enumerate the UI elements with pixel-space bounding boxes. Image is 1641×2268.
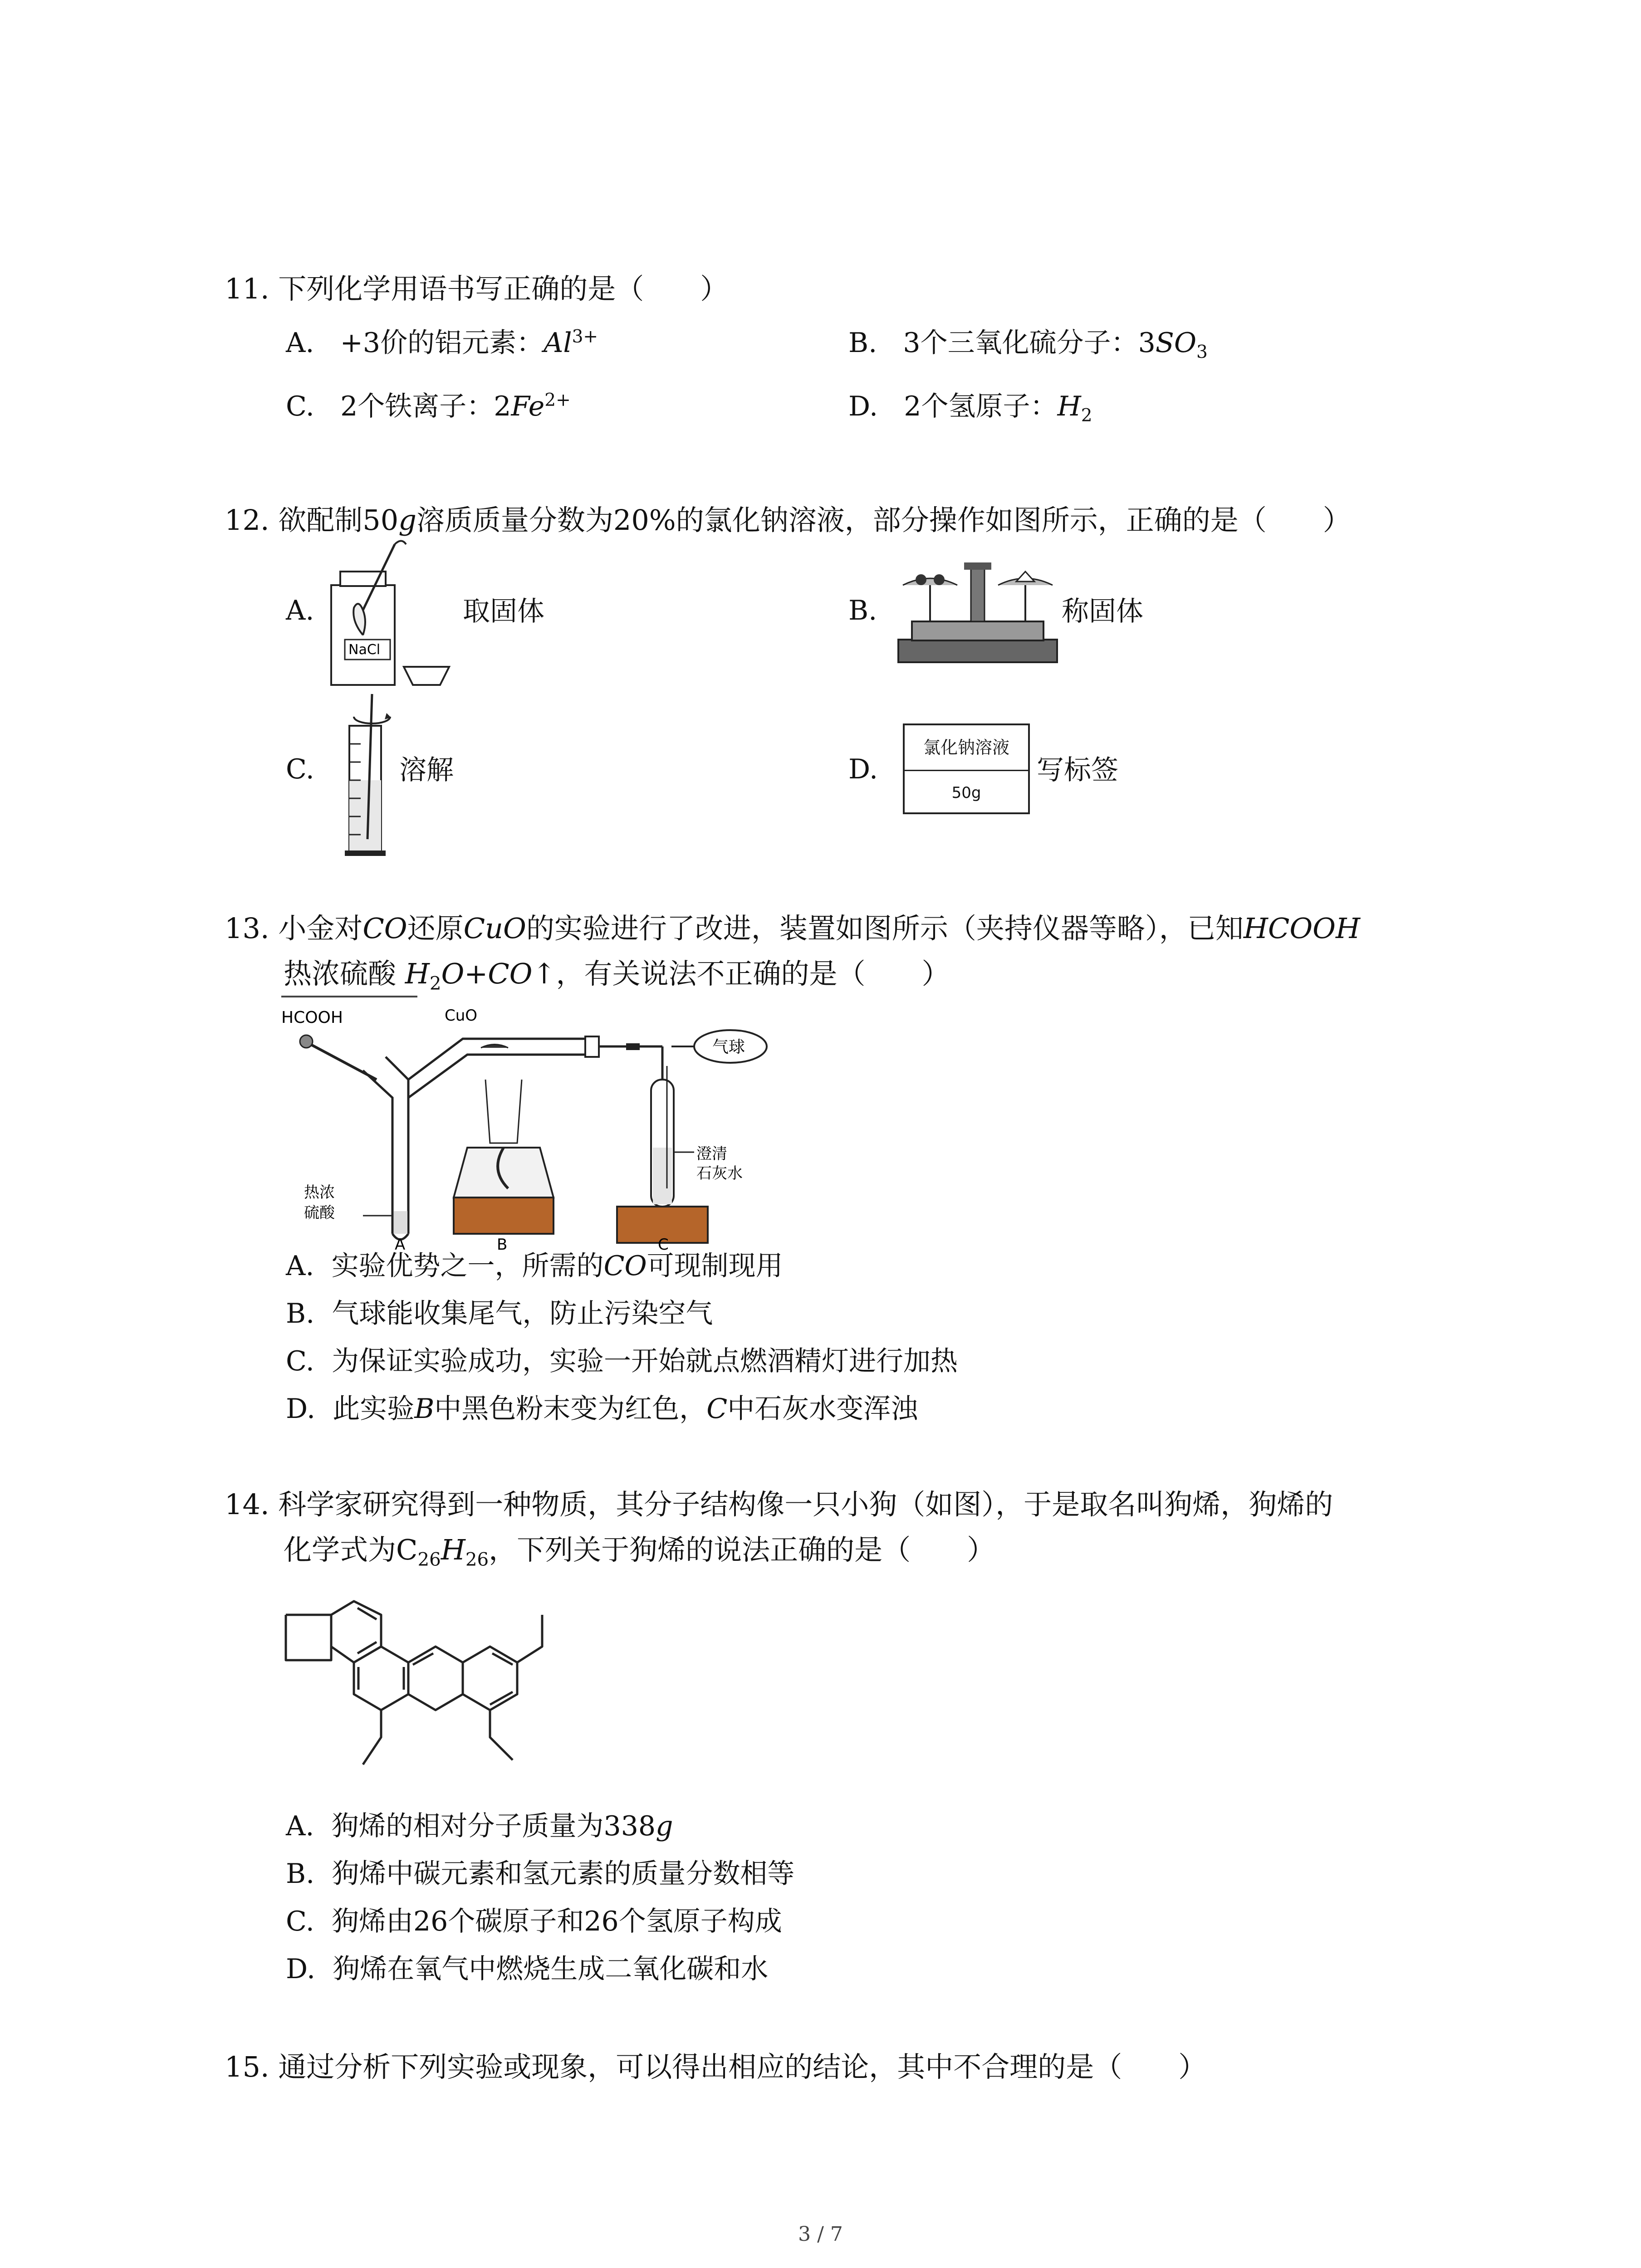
q13-stem-line1 <box>225 912 1360 945</box>
option-label: B. <box>286 1298 315 1330</box>
subscript: 26 <box>465 1549 489 1570</box>
option-label: D. <box>286 1393 316 1425</box>
tag-bottom-text: 50g <box>951 784 981 802</box>
q13-option-d <box>286 1393 918 1425</box>
option-label: D. <box>286 1953 316 1985</box>
tag-top-text: 氯化钠溶液 <box>905 725 1028 771</box>
option-label: C. <box>286 1906 314 1937</box>
option-label: D. <box>848 391 878 422</box>
formula: H <box>441 1533 465 1566</box>
nacl-label: NaCl <box>348 642 381 658</box>
option-label: B. <box>286 1858 315 1890</box>
lime-label-1: 澄清 <box>696 1145 727 1163</box>
reaction-condition: 热浓硫酸 <box>284 957 397 990</box>
option-text: 中黑色粉末变为红色， <box>434 1393 707 1425</box>
stem-text: 12. 欲配制50 <box>225 503 399 537</box>
option-label: A. <box>286 1810 314 1842</box>
q14-stem-line1: 14. 科学家研究得到一种物质，其分子结构像一只小狗（如图），于是取名叫狗烯，狗烯的 <box>225 1488 1333 1521</box>
q15-stem: 15. 通过分析下列实验或现象，可以得出相应的结论，其中不合理的是（ ） <box>225 2050 1207 2083</box>
q11-option-a <box>286 327 598 359</box>
stem-text: 13. 小金对 <box>225 912 363 945</box>
acid-label-1: 热浓 <box>304 1183 335 1202</box>
q12-option-b-label: B. <box>848 595 877 626</box>
stem-text: 的实验进行了改进，装置如图所示（夹持仪器等略），已知 <box>526 912 1244 945</box>
option-label: C. <box>286 1345 314 1377</box>
option-text: 为保证实验成功，实验一开始就点燃酒精灯进行加热 <box>332 1345 958 1377</box>
q12-option-c-caption: 溶解 <box>399 754 454 786</box>
unit: g <box>656 1810 673 1842</box>
q14-option-a <box>286 1810 673 1843</box>
balloon-label: 气球 <box>712 1038 745 1056</box>
option-label: C. <box>286 391 314 422</box>
subscript: 2 <box>1081 406 1092 426</box>
q14-option-c <box>286 1905 782 1938</box>
option-text: 2个氢原子： <box>904 391 1058 422</box>
q12-option-a-caption: 取固体 <box>463 596 544 627</box>
q12-option-c-label: C. <box>286 753 314 785</box>
part-b-label: B <box>497 1236 508 1252</box>
formula: H <box>405 957 430 990</box>
option-label: A. <box>286 327 314 359</box>
q12-b-balance-figure <box>894 558 1062 667</box>
formula: HCOOH <box>1243 912 1361 945</box>
formula: CO <box>603 1250 647 1282</box>
reaction-arrow-line <box>281 996 417 997</box>
part-a-label: A <box>395 1236 406 1252</box>
q12-option-d-caption: 写标签 <box>1037 754 1118 786</box>
formula: Al <box>544 327 572 359</box>
q12-option-b-caption: 称固体 <box>1062 596 1143 627</box>
subscript: 26 <box>417 1549 441 1570</box>
formula: H <box>1057 391 1081 422</box>
formula: O+CO↑ <box>441 957 556 990</box>
q11-option-b <box>848 327 1208 363</box>
option-text: 2个铁离子：2 <box>340 391 511 422</box>
q11-option-c <box>286 390 571 423</box>
stem-text: ，下列关于狗烯的说法正确的是（ ） <box>489 1533 995 1566</box>
subscript: 3 <box>1196 342 1208 362</box>
option-text: 狗烯的相对分子质量为338 <box>331 1810 656 1842</box>
q12-option-a-label: A. <box>286 595 314 626</box>
charge: 3+ <box>572 327 598 347</box>
formula: CuO <box>463 912 526 945</box>
q13-apparatus-diagram <box>272 998 817 1252</box>
option-text: 此实验 <box>333 1393 415 1425</box>
part-c-label: C <box>658 1236 669 1252</box>
q14-dogene-structure <box>272 1579 617 1796</box>
q13-stem-line2 <box>284 957 950 995</box>
q13-option-a <box>286 1250 783 1282</box>
q12-c-cylinder-figure <box>336 689 408 857</box>
stem-text: 还原 <box>407 912 464 945</box>
q14-option-d <box>286 1953 768 1985</box>
q13-option-c <box>286 1345 958 1378</box>
q11-stem: 11. 下列化学用语书写正确的是（ ） <box>225 272 729 305</box>
option-text: 气球能收集尾气，防止污染空气 <box>332 1298 713 1330</box>
q14-stem-line2 <box>284 1533 995 1571</box>
option-text: 可现制现用 <box>647 1250 783 1282</box>
option-text: 狗烯中碳元素和氢元素的质量分数相等 <box>332 1858 795 1890</box>
option-text: 中石灰水变浑浊 <box>727 1393 918 1425</box>
acid-label-2: 硫酸 <box>304 1204 335 1222</box>
subscript: 2 <box>429 973 441 994</box>
cuo-label: CuO <box>445 1007 478 1025</box>
option-text: 实验优势之一，所需的 <box>331 1250 604 1282</box>
q11-option-d <box>848 390 1092 427</box>
formula: C <box>706 1393 728 1425</box>
stem-text: 化学式为C <box>284 1533 418 1566</box>
unit: g <box>398 503 416 537</box>
stem-text: ，有关说法不正确的是（ ） <box>556 957 950 990</box>
option-text: +3价的铝元素： <box>340 327 544 359</box>
option-text: 狗烯在氧气中燃烧生成二氧化碳和水 <box>333 1953 769 1985</box>
q12-a-bottle-figure <box>327 535 463 689</box>
charge: 2+ <box>544 390 571 411</box>
formula: B <box>414 1393 435 1425</box>
stem-text: 溶质质量分数为20%的氯化钠溶液，部分操作如图所示，正确的是（ ） <box>416 503 1351 537</box>
q13-option-b <box>286 1297 713 1330</box>
q12-option-d-label: D. <box>848 753 878 785</box>
q12-d-label-tag <box>903 723 1030 814</box>
option-label: B. <box>848 327 877 359</box>
hcooh-label: HCOOH <box>281 1008 343 1027</box>
formula: Fe <box>511 391 545 422</box>
formula: CO <box>362 912 407 945</box>
formula: SO <box>1155 327 1197 359</box>
lime-label-2: 石灰水 <box>696 1164 743 1183</box>
option-text: 狗烯由26个碳原子和26个氢原子构成 <box>332 1906 782 1937</box>
option-text: 3个三氧化硫分子：3 <box>903 327 1156 359</box>
q12-stem <box>225 503 1351 537</box>
option-label: A. <box>286 1250 314 1282</box>
q14-option-b <box>286 1857 794 1890</box>
page-number: 3 / 7 <box>798 2223 843 2246</box>
